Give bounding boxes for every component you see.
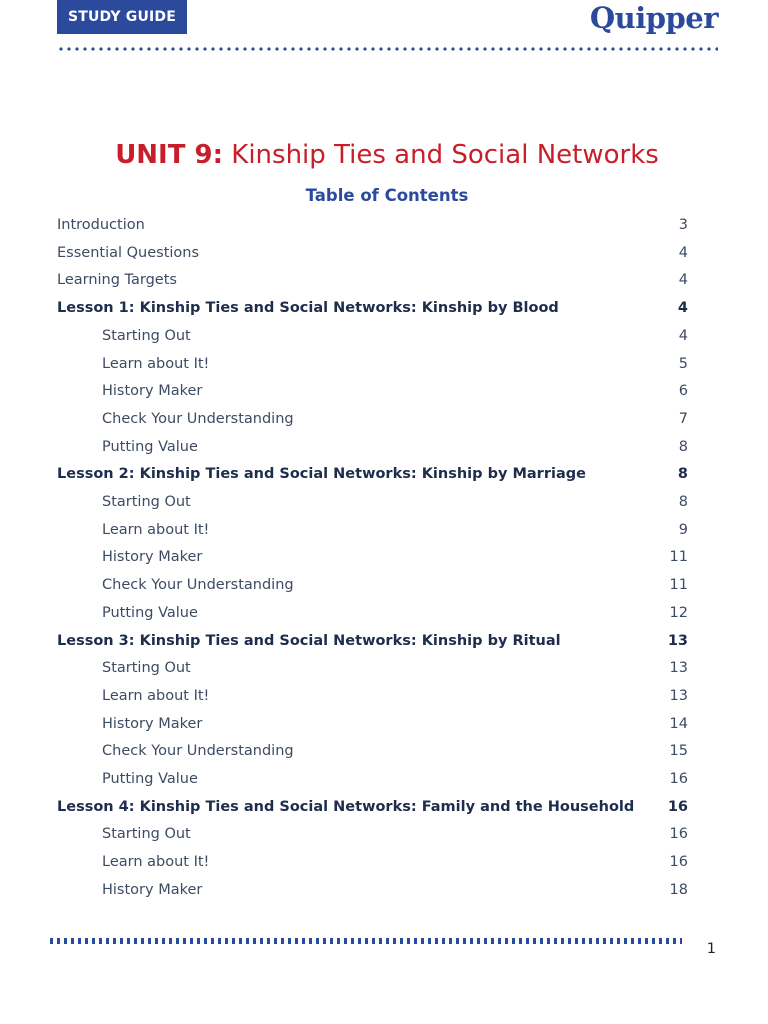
unit-name: Kinship Ties and Social Networks (231, 140, 659, 170)
toc-entry-page: 13 (669, 660, 688, 677)
toc-row[interactable] (0, 655, 768, 681)
toc-entry-page: 13 (669, 687, 688, 704)
toc-entry-page: 12 (669, 604, 688, 621)
toc-entry-label: Learn about It! (102, 355, 210, 372)
toc-entry-page: 16 (667, 798, 688, 815)
toc-row[interactable] (0, 821, 768, 847)
toc-entry-label: History Maker (102, 383, 203, 400)
toc-lesson-row[interactable] (0, 461, 768, 487)
top-dotted-divider (57, 47, 718, 51)
toc-entry-label: Check Your Understanding (102, 577, 294, 594)
toc-entry-label: Putting Value (102, 771, 198, 787)
toc-entry-page: 11 (669, 577, 688, 594)
toc-entry-page: 8 (677, 466, 688, 483)
toc-row[interactable] (0, 212, 768, 238)
toc-heading: Table of Contents (305, 186, 469, 205)
toc-row[interactable] (0, 766, 768, 792)
toc-entry-label: Lesson 3: Kinship Ties and Social Networks: Kinship by Ritual (57, 632, 561, 649)
toc-entry-label: History Maker (102, 881, 203, 898)
toc-entry-page: 5 (678, 355, 688, 372)
toc-row[interactable] (0, 351, 768, 377)
toc-entry-page: 8 (678, 494, 688, 510)
table-of-contents (0, 212, 768, 912)
toc-entry-page: 4 (678, 327, 688, 344)
toc-lesson-row[interactable] (0, 794, 768, 820)
toc-entry-label: Starting Out (102, 327, 191, 344)
toc-row[interactable] (0, 572, 768, 598)
toc-entry-label: Learn about It! (102, 854, 210, 871)
toc-entry-label: Learn about It! (102, 687, 210, 704)
toc-entry-label: Starting Out (102, 494, 191, 510)
toc-entry-page: 4 (677, 300, 688, 317)
toc-entry-label: Starting Out (102, 826, 191, 843)
toc-entry-page: 13 (667, 632, 688, 649)
toc-row[interactable] (0, 434, 768, 460)
toc-entry-page: 6 (678, 383, 688, 400)
toc-row[interactable] (0, 544, 768, 570)
toc-row[interactable] (0, 711, 768, 737)
toc-lesson-row[interactable] (0, 628, 768, 654)
toc-entry-label: Lesson 4: Kinship Ties and Social Networks: Family and the Household (57, 798, 635, 815)
toc-row[interactable] (0, 849, 768, 875)
toc-entry-page: 15 (669, 743, 688, 760)
toc-entry-page: 8 (678, 438, 688, 455)
toc-entry-page: 16 (669, 826, 688, 843)
toc-row[interactable] (0, 517, 768, 543)
toc-entry-label: Check Your Understanding (102, 410, 294, 427)
toc-entry-label: Learning Targets (57, 272, 177, 289)
toc-entry-label: Essential Questions (57, 244, 200, 261)
toc-entry-page: 11 (669, 549, 688, 566)
toc-row[interactable] (0, 267, 768, 293)
toc-entry-label: History Maker (102, 549, 203, 566)
page-number: 1 (706, 941, 716, 957)
toc-row[interactable] (0, 738, 768, 764)
toc-row[interactable] (0, 683, 768, 709)
toc-lesson-row[interactable] (0, 295, 768, 321)
toc-entry-page: 18 (669, 881, 688, 898)
toc-entry-page: 4 (678, 272, 688, 289)
bottom-dotted-divider (50, 938, 682, 944)
quipper-logo: Quipper (589, 1, 718, 35)
toc-row[interactable] (0, 323, 768, 349)
toc-entry-page: 4 (678, 244, 688, 261)
toc-row[interactable] (0, 240, 768, 266)
toc-entry-label: Lesson 1: Kinship Ties and Social Networks: Kinship by Blood (57, 300, 559, 317)
toc-entry-label: Starting Out (102, 660, 191, 677)
toc-entry-page: 3 (678, 217, 688, 233)
study-guide-badge: STUDY GUIDE (57, 0, 187, 34)
toc-entry-label: Learn about It! (102, 521, 210, 538)
toc-entry-label: Introduction (57, 217, 145, 233)
toc-row[interactable] (0, 600, 768, 626)
toc-entry-page: 16 (669, 771, 688, 787)
toc-entry-label: Putting Value (102, 438, 198, 455)
toc-entry-page: 14 (669, 715, 688, 732)
toc-entry-label: Lesson 2: Kinship Ties and Social Networks: Kinship by Marriage (57, 466, 586, 483)
toc-entry-page: 9 (678, 521, 688, 538)
toc-row[interactable] (0, 877, 768, 903)
toc-row[interactable] (0, 378, 768, 404)
toc-row[interactable] (0, 406, 768, 432)
unit-number: UNIT 9: (115, 140, 224, 170)
toc-entry-page: 16 (669, 854, 688, 871)
toc-entry-label: Check Your Understanding (102, 743, 294, 760)
unit-title (0, 140, 768, 170)
toc-entry-page: 7 (678, 410, 688, 427)
toc-row[interactable] (0, 489, 768, 515)
toc-entry-label: History Maker (102, 715, 203, 732)
toc-entry-label: Putting Value (102, 604, 198, 621)
